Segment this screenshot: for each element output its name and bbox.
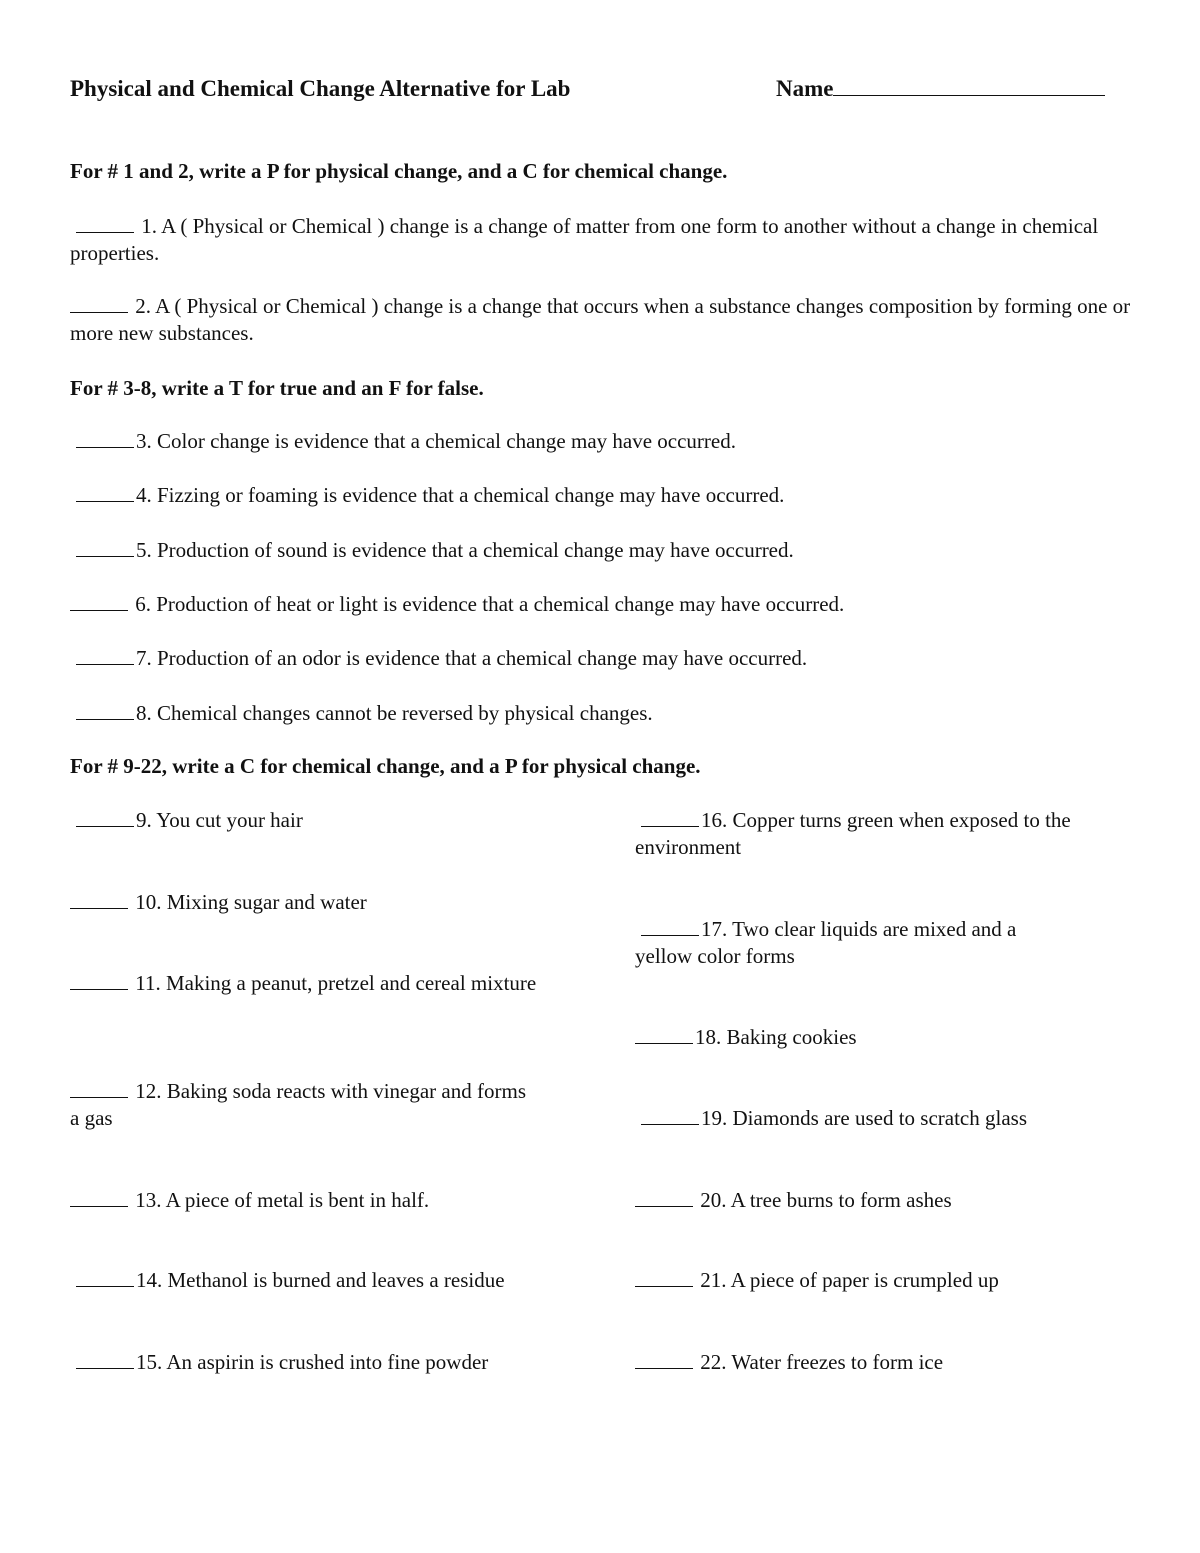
name-label: Name: [776, 76, 834, 101]
answer-blank-8[interactable]: [76, 701, 134, 720]
question-11: [70, 970, 540, 997]
answer-blank-1[interactable]: [76, 214, 134, 233]
answer-blank-22[interactable]: [635, 1350, 693, 1369]
question-14: [76, 1267, 505, 1294]
answer-blank-4[interactable]: [76, 483, 134, 502]
question-16-text: 16. Copper turns green when exposed to the environment: [635, 808, 1071, 859]
answer-blank-17[interactable]: [641, 917, 699, 936]
question-14-text: 14. Methanol is burned and leaves a residue: [136, 1268, 505, 1292]
question-20-text: 20. A tree burns to form ashes: [700, 1188, 952, 1212]
answer-blank-9[interactable]: [76, 808, 134, 827]
answer-blank-15[interactable]: [76, 1350, 134, 1369]
answer-blank-18[interactable]: [635, 1025, 693, 1044]
question-21-text: 21. A piece of paper is crumpled up: [700, 1268, 999, 1292]
answer-blank-3[interactable]: [76, 429, 134, 448]
question-13-text: 13. A piece of metal is bent in half.: [135, 1188, 430, 1212]
question-17: [635, 916, 1075, 970]
answer-blank-2[interactable]: [70, 294, 128, 313]
answer-blank-11[interactable]: [70, 971, 128, 990]
question-4-text: 4. Fizzing or foaming is evidence that a chemical change may have occurred.: [136, 483, 785, 507]
question-18: [635, 1024, 857, 1051]
question-22: [635, 1349, 943, 1376]
question-10: [70, 889, 367, 916]
question-12-text: 12. Baking soda reacts with vinegar and forms a gas: [70, 1079, 526, 1130]
question-1-text: 1. A ( Physical or Chemical ) change is a change of matter from one form to another without a change in chemical properties.: [70, 214, 1099, 265]
question-3-text: 3. Color change is evidence that a chemical change may have occurred.: [136, 429, 736, 453]
question-2-text: 2. A ( Physical or Chemical ) change is a change that occurs when a substance changes composition by forming one or more new substances.: [70, 294, 1131, 345]
question-15: [76, 1349, 488, 1376]
question-1: [70, 213, 1132, 267]
question-16: [635, 807, 1135, 861]
question-12: [70, 1078, 540, 1132]
answer-blank-19[interactable]: [641, 1106, 699, 1125]
answer-blank-13[interactable]: [70, 1188, 128, 1207]
answer-blank-7[interactable]: [76, 646, 134, 665]
question-7-text: 7. Production of an odor is evidence that a chemical change may have occurred.: [136, 646, 808, 670]
question-13: [70, 1187, 429, 1214]
name-field[interactable]: [776, 75, 1105, 102]
question-18-text: 18. Baking cookies: [695, 1025, 857, 1049]
question-2: [70, 293, 1132, 347]
worksheet-title: Physical and Chemical Change Alternative for Lab: [70, 76, 571, 101]
section-instructions-1: For # 1 and 2, write a P for physical change, and a C for chemical change.: [70, 159, 728, 183]
answer-blank-10[interactable]: [70, 890, 128, 909]
answer-blank-12[interactable]: [70, 1079, 128, 1098]
answer-blank-21[interactable]: [635, 1268, 693, 1287]
question-20: [635, 1187, 952, 1214]
question-6-text: 6. Production of heat or light is evidence that a chemical change may have occurred.: [135, 592, 845, 616]
answer-blank-16[interactable]: [641, 808, 699, 827]
question-9: [76, 807, 303, 834]
question-8: [76, 700, 653, 727]
question-21: [635, 1267, 999, 1294]
answer-blank-6[interactable]: [70, 592, 128, 611]
section-instructions-3: For # 9-22, write a C for chemical change, and a P for physical change.: [70, 754, 701, 778]
question-9-text: 9. You cut your hair: [136, 808, 303, 832]
question-5: [76, 537, 794, 564]
question-11-text: 11. Making a peanut, pretzel and cereal mixture: [135, 971, 537, 995]
answer-blank-14[interactable]: [76, 1268, 134, 1287]
question-15-text: 15. An aspirin is crushed into fine powder: [136, 1350, 489, 1374]
question-3: [76, 428, 736, 455]
answer-blank-20[interactable]: [635, 1188, 693, 1207]
question-10-text: 10. Mixing sugar and water: [135, 890, 367, 914]
question-6: [70, 591, 844, 618]
question-7: [76, 645, 807, 672]
question-19: [641, 1105, 1027, 1132]
question-8-text: 8. Chemical changes cannot be reversed by physical changes.: [136, 701, 653, 725]
question-19-text: 19. Diamonds are used to scratch glass: [701, 1106, 1028, 1130]
answer-blank-5[interactable]: [76, 538, 134, 557]
question-22-text: 22. Water freezes to form ice: [700, 1350, 944, 1374]
question-4: [76, 482, 784, 509]
section-instructions-2: For # 3-8, write a T for true and an F for false.: [70, 376, 484, 400]
question-5-text: 5. Production of sound is evidence that a chemical change may have occurred.: [136, 538, 794, 562]
name-blank[interactable]: [833, 75, 1105, 96]
question-17-text: 17. Two clear liquids are mixed and a yellow color forms: [635, 917, 1017, 968]
